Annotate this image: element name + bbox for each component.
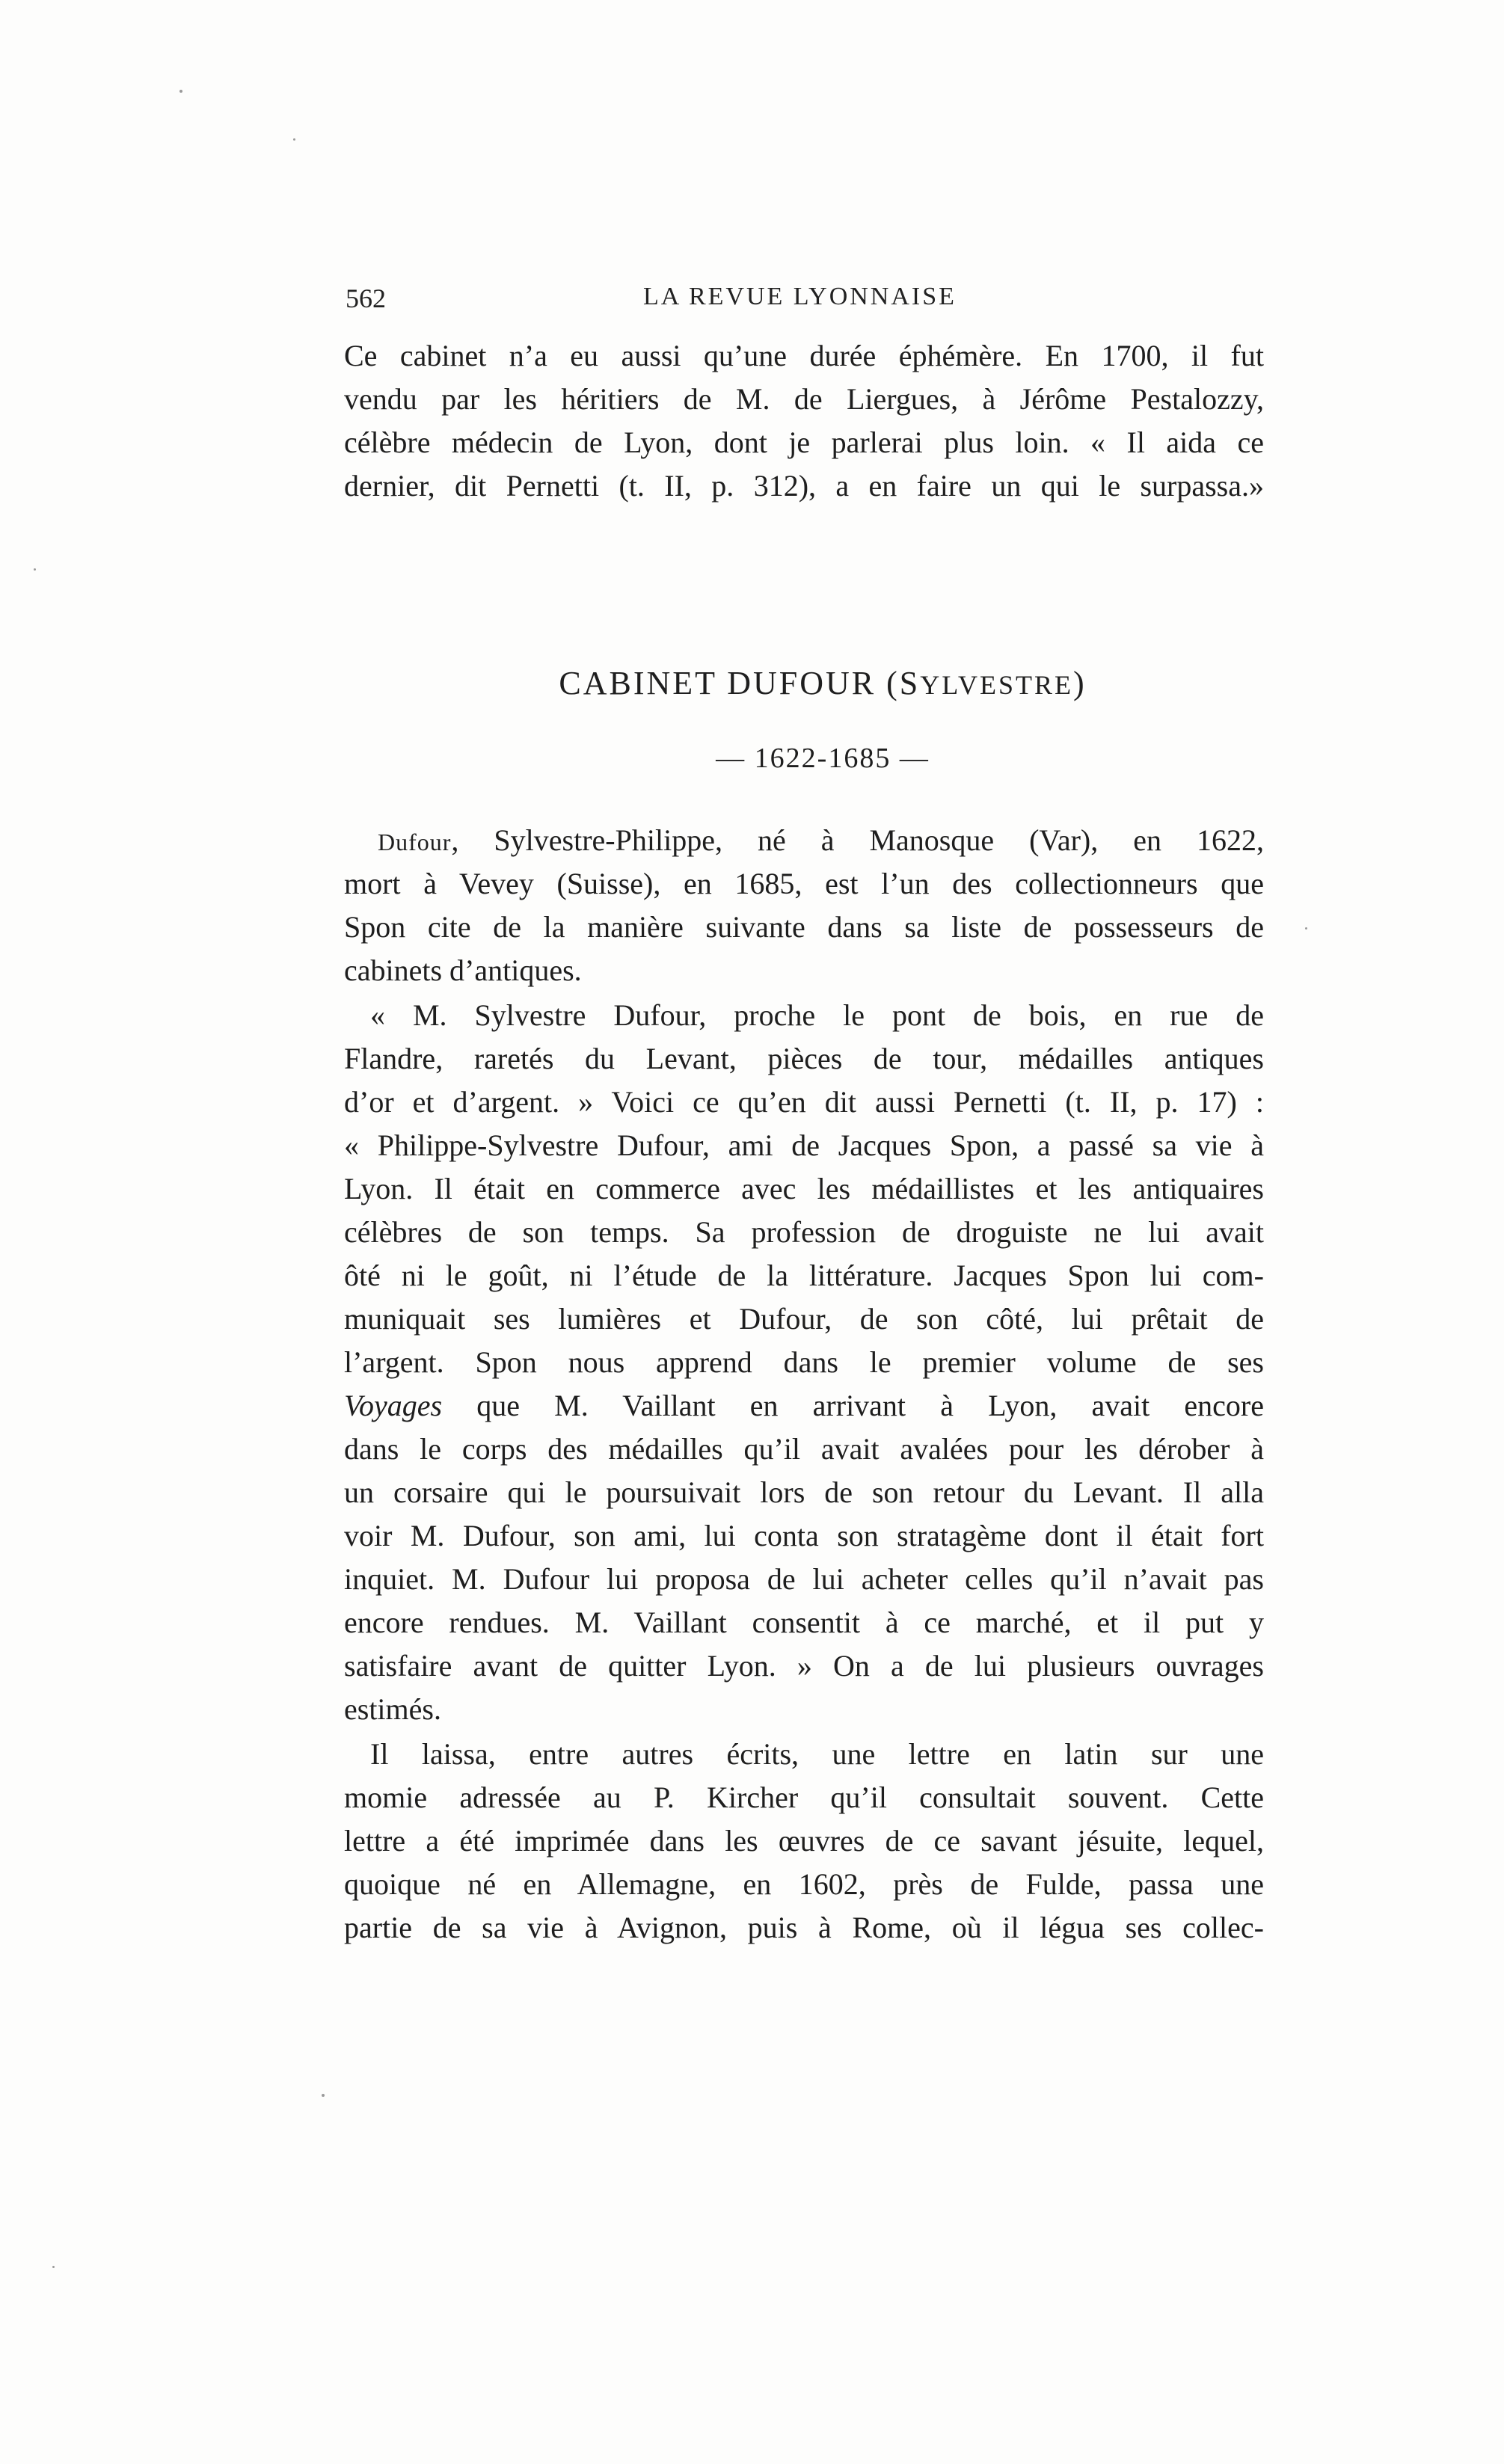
section-dates: — 1622-1685 — xyxy=(716,743,930,774)
para2-line-15: encore rendues. M. Vaillant consentit à ce marché, et il put y xyxy=(344,1606,1264,1639)
scan-speck xyxy=(1305,927,1307,930)
para1-line-1 xyxy=(378,823,1264,860)
para3-line-4: quoique né en Allemagne, en 1602, près de Fulde, passa une xyxy=(344,1867,1264,1901)
para2-line-16: satisfaire avant de quitter Lyon. » On a de lui plusieurs ouvrages xyxy=(344,1649,1264,1683)
para3-line-2: momie adressée au P. Kircher qu’il consultait souvent. Cette xyxy=(344,1781,1264,1814)
para2-line-17: estimés. xyxy=(344,1692,441,1726)
para3-line-3: lettre a été imprimée dans les œuvres de ce savant jésuite, lequel, xyxy=(344,1824,1264,1858)
intro-line-4: dernier, dit Pernetti (t. II, p. 312), a en faire un qui le surpassa.» xyxy=(344,469,1264,503)
para1-line-4: cabinets d’antiques. xyxy=(344,953,582,987)
para2-line-8: muniquait ses lumières et Dufour, de son côté, lui prêtait de xyxy=(344,1302,1264,1336)
para1-line-3: Spon cite de la manière suivante dans sa liste de possesseurs de xyxy=(344,910,1264,944)
para2-line-12: un corsaire qui le poursuivait lors de son retour du Levant. Il alla xyxy=(344,1475,1264,1509)
section-title-close: ) xyxy=(1072,665,1087,701)
para2-line-6: célèbres de son temps. Sa profession de droguiste ne lui avait xyxy=(344,1215,1264,1249)
voyages-italic: Voyages xyxy=(344,1389,443,1422)
para2-line-10-rest: que M. Vaillant en arrivant à Lyon, avait encore xyxy=(442,1389,1264,1422)
scan-speck xyxy=(179,90,182,93)
para2-line-5: Lyon. Il était en commerce avec les médaillistes et les antiquaires xyxy=(344,1172,1264,1205)
para2-line-4: « Philippe-Sylvestre Dufour, ami de Jacques Spon, a passé sa vie à xyxy=(344,1128,1264,1162)
running-head: LA REVUE LYONNAISE xyxy=(643,283,957,310)
para1-lead-name: Dufour xyxy=(378,829,452,855)
page-number: 562 xyxy=(346,283,386,313)
para3-line-1: Il laissa, entre autres écrits, une lettre en latin sur une xyxy=(370,1737,1264,1771)
scan-speck xyxy=(322,2094,325,2097)
para2-line-13: voir M. Dufour, son ami, lui conta son stratagème dont il était fort xyxy=(344,1519,1264,1552)
intro-line-3: célèbre médecin de Lyon, dont je parlerai plus loin. « Il aida ce xyxy=(344,425,1264,459)
scan-speck xyxy=(293,138,295,141)
section-title-smallcaps: YLVESTRE xyxy=(920,670,1073,700)
para2-line-3: d’or et d’argent. » Voici ce qu’en dit aussi Pernetti (t. II, p. 17) : xyxy=(344,1085,1264,1119)
scan-speck xyxy=(34,568,36,571)
section-title xyxy=(538,664,1107,702)
para2-line-10 xyxy=(344,1388,1264,1424)
intro-line-1: Ce cabinet n’a eu aussi qu’une durée éphémère. En 1700, il fut xyxy=(344,339,1264,372)
para2-line-14: inquiet. M. Dufour lui proposa de lui acheter celles qu’il n’avait pas xyxy=(344,1562,1264,1596)
para2-line-1: « M. Sylvestre Dufour, proche le pont de bois, en rue de xyxy=(370,998,1264,1032)
scan-speck xyxy=(52,2266,55,2268)
intro-line-2: vendu par les héritiers de M. de Liergues, à Jérôme Pestalozzy, xyxy=(344,382,1264,416)
para2-line-7: ôté ni le goût, ni l’étude de la littérature. Jacques Spon lui com- xyxy=(344,1259,1264,1292)
para2-line-2: Flandre, raretés du Levant, pièces de tour, médailles antiques xyxy=(344,1042,1264,1075)
para2-line-9: l’argent. Spon nous apprend dans le premier volume de ses xyxy=(344,1345,1264,1379)
para1-line-2: mort à Vevey (Suisse), en 1685, est l’un des collectionneurs que xyxy=(344,867,1264,900)
para1-first-rest: , Sylvestre-Philippe, né à Manosque (Var), en 1622, xyxy=(451,823,1264,857)
para3-line-5: partie de sa vie à Avignon, puis à Rome, où il légua ses collec- xyxy=(344,1911,1264,1944)
para2-line-11: dans le corps des médailles qu’il avait avalées pour les dérober à xyxy=(344,1432,1264,1466)
section-title-main: CABINET DUFOUR (S xyxy=(559,665,921,701)
